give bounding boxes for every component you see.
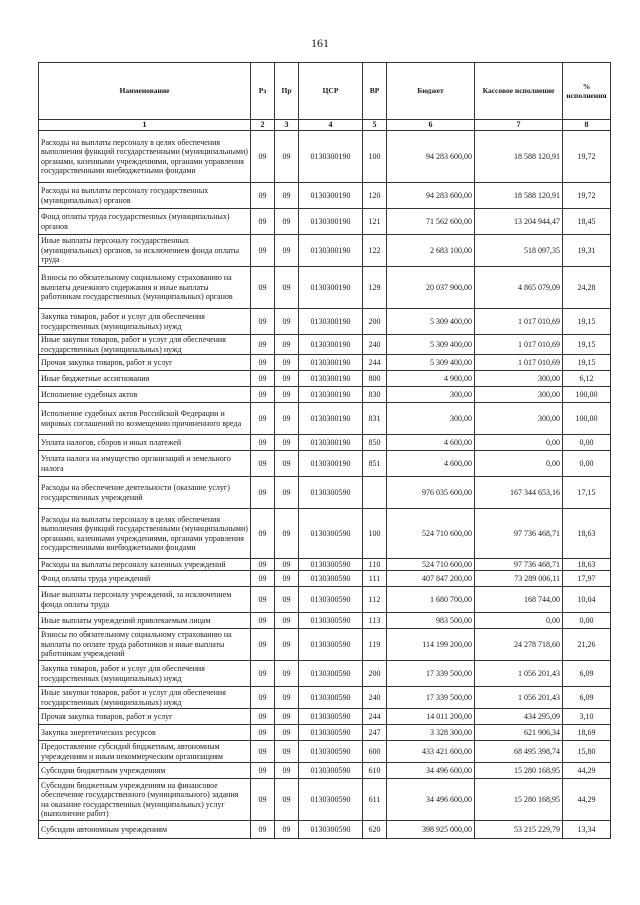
row-pr: 09 bbox=[275, 725, 299, 741]
row-budget: 407 847 200,00 bbox=[387, 571, 475, 587]
row-pct: 19,15 bbox=[563, 335, 611, 355]
row-rz: 09 bbox=[251, 355, 275, 371]
table-row bbox=[39, 403, 611, 435]
table-row bbox=[39, 709, 611, 725]
row-csr: 0130300190 bbox=[299, 371, 363, 387]
row-vr: 244 bbox=[363, 709, 387, 725]
table-row bbox=[39, 763, 611, 779]
row-name: Фонд оплаты труда учреждений bbox=[39, 571, 251, 587]
row-cash: 1 056 201,43 bbox=[475, 661, 563, 687]
row-rz: 09 bbox=[251, 183, 275, 209]
table-row bbox=[39, 587, 611, 613]
header-name: Наименование bbox=[39, 63, 251, 120]
row-csr: 0130300190 bbox=[299, 209, 363, 235]
row-name: Расходы на обеспечение деятельности (оказание услуг) государственных учреждений bbox=[39, 477, 251, 509]
table-row bbox=[39, 477, 611, 509]
column-number: 5 bbox=[363, 120, 387, 131]
row-cash: 434 295,09 bbox=[475, 709, 563, 725]
row-csr: 0130300590 bbox=[299, 779, 363, 821]
row-cash: 53 215 229,79 bbox=[475, 821, 563, 839]
row-budget: 4 600,00 bbox=[387, 435, 475, 451]
page-number: 161 bbox=[311, 36, 329, 50]
table-row bbox=[39, 629, 611, 661]
row-cash: 167 344 653,16 bbox=[475, 477, 563, 509]
row-rz: 09 bbox=[251, 559, 275, 571]
row-vr: 600 bbox=[363, 741, 387, 763]
row-vr: 831 bbox=[363, 403, 387, 435]
row-csr: 0130300590 bbox=[299, 571, 363, 587]
row-cash: 68 495 398,74 bbox=[475, 741, 563, 763]
column-number: 8 bbox=[563, 120, 611, 131]
row-name: Закупка товаров, работ и услуг для обеспечения государственных (муниципальных) нужд bbox=[39, 661, 251, 687]
row-budget: 34 496 600,00 bbox=[387, 779, 475, 821]
row-rz: 09 bbox=[251, 571, 275, 587]
row-rz: 09 bbox=[251, 613, 275, 629]
row-budget: 94 283 600,00 bbox=[387, 131, 475, 183]
row-pr: 09 bbox=[275, 451, 299, 477]
row-rz: 09 bbox=[251, 763, 275, 779]
row-vr: 240 bbox=[363, 335, 387, 355]
row-pct: 0,00 bbox=[563, 451, 611, 477]
row-vr: 200 bbox=[363, 661, 387, 687]
row-csr: 0130300190 bbox=[299, 309, 363, 335]
row-rz: 09 bbox=[251, 235, 275, 267]
row-vr: 129 bbox=[363, 267, 387, 309]
row-name: Субсидии бюджетным учреждениям bbox=[39, 763, 251, 779]
row-rz: 09 bbox=[251, 709, 275, 725]
row-cash: 518 097,35 bbox=[475, 235, 563, 267]
column-number-row bbox=[39, 120, 611, 131]
row-vr: 247 bbox=[363, 725, 387, 741]
table-row bbox=[39, 235, 611, 267]
row-budget: 433 421 600,00 bbox=[387, 741, 475, 763]
row-budget: 5 309 400,00 bbox=[387, 309, 475, 335]
row-vr: 119 bbox=[363, 629, 387, 661]
row-vr: 240 bbox=[363, 687, 387, 709]
row-budget: 1 680 700,00 bbox=[387, 587, 475, 613]
table-row bbox=[39, 509, 611, 559]
row-rz: 09 bbox=[251, 309, 275, 335]
row-cash: 15 280 168,95 bbox=[475, 779, 563, 821]
row-budget: 300,00 bbox=[387, 387, 475, 403]
row-pct: 44,29 bbox=[563, 763, 611, 779]
table-row bbox=[39, 131, 611, 183]
row-csr: 0130300190 bbox=[299, 403, 363, 435]
row-pct: 3,10 bbox=[563, 709, 611, 725]
row-pct: 0,00 bbox=[563, 613, 611, 629]
row-name: Субсидии бюджетным учреждениям на финансовое обеспечение государственного (муниципального) задания на оказание государственных (муниципальных) услуг (выполнение работ) bbox=[39, 779, 251, 821]
row-budget: 17 339 500,00 bbox=[387, 687, 475, 709]
row-budget: 94 283 600,00 bbox=[387, 183, 475, 209]
row-rz: 09 bbox=[251, 451, 275, 477]
table-row bbox=[39, 355, 611, 371]
row-pr: 09 bbox=[275, 709, 299, 725]
row-budget: 300,00 bbox=[387, 403, 475, 435]
row-name: Предоставление субсидий бюджетным, автономным учреждениям и иным некоммерческим организациям bbox=[39, 741, 251, 763]
table-row bbox=[39, 309, 611, 335]
row-cash: 4 865 079,09 bbox=[475, 267, 563, 309]
row-csr: 0130300590 bbox=[299, 559, 363, 571]
row-rz: 09 bbox=[251, 477, 275, 509]
row-name: Закупка товаров, работ и услуг для обеспечения государственных (муниципальных) нужд bbox=[39, 309, 251, 335]
row-pct: 6,12 bbox=[563, 371, 611, 387]
table-row bbox=[39, 267, 611, 309]
row-rz: 09 bbox=[251, 387, 275, 403]
row-pct: 15,80 bbox=[563, 741, 611, 763]
table-row bbox=[39, 209, 611, 235]
row-budget: 2 683 100,00 bbox=[387, 235, 475, 267]
table-row bbox=[39, 183, 611, 209]
row-rz: 09 bbox=[251, 741, 275, 763]
row-budget: 5 309 400,00 bbox=[387, 335, 475, 355]
row-cash: 0,00 bbox=[475, 435, 563, 451]
row-vr: 120 bbox=[363, 183, 387, 209]
row-vr: 611 bbox=[363, 779, 387, 821]
row-csr: 0130300590 bbox=[299, 477, 363, 509]
row-pr: 09 bbox=[275, 371, 299, 387]
row-pr: 09 bbox=[275, 661, 299, 687]
row-pct: 100,00 bbox=[563, 387, 611, 403]
header-rz: Рз bbox=[251, 63, 275, 120]
row-rz: 09 bbox=[251, 821, 275, 839]
row-budget: 524 710 600,00 bbox=[387, 509, 475, 559]
row-csr: 0130300590 bbox=[299, 821, 363, 839]
row-cash: 1 017 010,69 bbox=[475, 335, 563, 355]
column-number: 7 bbox=[475, 120, 563, 131]
row-vr: 851 bbox=[363, 451, 387, 477]
table-body bbox=[39, 131, 611, 839]
header-vr: ВР bbox=[363, 63, 387, 120]
row-pr: 09 bbox=[275, 763, 299, 779]
row-vr: 113 bbox=[363, 613, 387, 629]
row-pct: 18,63 bbox=[563, 509, 611, 559]
row-pr: 09 bbox=[275, 587, 299, 613]
row-csr: 0130300590 bbox=[299, 661, 363, 687]
row-csr: 0130300590 bbox=[299, 725, 363, 741]
row-cash: 13 204 944,47 bbox=[475, 209, 563, 235]
table-row bbox=[39, 613, 611, 629]
row-csr: 0130300190 bbox=[299, 435, 363, 451]
column-number: 4 bbox=[299, 120, 363, 131]
row-csr: 0130300590 bbox=[299, 629, 363, 661]
header-pct: % исполнения bbox=[563, 63, 611, 120]
row-rz: 09 bbox=[251, 371, 275, 387]
row-csr: 0130300590 bbox=[299, 709, 363, 725]
row-name: Уплата налогов, сборов и иных платежей bbox=[39, 435, 251, 451]
row-csr: 0130300590 bbox=[299, 613, 363, 629]
row-rz: 09 bbox=[251, 209, 275, 235]
row-rz: 09 bbox=[251, 629, 275, 661]
table-row bbox=[39, 335, 611, 355]
row-rz: 09 bbox=[251, 661, 275, 687]
row-name: Расходы на выплаты персоналу в целях обеспечения выполнения функций государственными (муниципальными) органами, казенными учреждениями, органами управления государственными внебюджетными фондами bbox=[39, 509, 251, 559]
row-name: Иные выплаты персоналу учреждений, за исключением фонда оплаты труда bbox=[39, 587, 251, 613]
row-vr: 610 bbox=[363, 763, 387, 779]
row-pr: 09 bbox=[275, 309, 299, 335]
row-pr: 09 bbox=[275, 435, 299, 451]
row-pr: 09 bbox=[275, 335, 299, 355]
row-pr: 09 bbox=[275, 209, 299, 235]
table-row bbox=[39, 661, 611, 687]
table-row bbox=[39, 571, 611, 587]
row-cash: 18 588 120,91 bbox=[475, 131, 563, 183]
row-pr: 09 bbox=[275, 355, 299, 371]
table-row bbox=[39, 451, 611, 477]
row-cash: 300,00 bbox=[475, 371, 563, 387]
row-rz: 09 bbox=[251, 403, 275, 435]
row-name: Прочая закупка товаров, работ и услуг bbox=[39, 709, 251, 725]
row-budget: 20 037 900,00 bbox=[387, 267, 475, 309]
row-pr: 09 bbox=[275, 509, 299, 559]
row-vr: 121 bbox=[363, 209, 387, 235]
row-pr: 09 bbox=[275, 477, 299, 509]
row-csr: 0130300190 bbox=[299, 387, 363, 403]
row-budget: 398 925 000,00 bbox=[387, 821, 475, 839]
row-name: Исполнение судебных актов Российской Федерации и мировых соглашений по возмещению причиненного вреда bbox=[39, 403, 251, 435]
row-budget: 983 500,00 bbox=[387, 613, 475, 629]
table-row bbox=[39, 435, 611, 451]
row-pr: 09 bbox=[275, 687, 299, 709]
row-pct: 13,34 bbox=[563, 821, 611, 839]
row-name: Иные выплаты персоналу государственных (муниципальных) органов, за исключением фонда оплаты труда bbox=[39, 235, 251, 267]
row-rz: 09 bbox=[251, 779, 275, 821]
row-budget: 114 199 200,00 bbox=[387, 629, 475, 661]
row-csr: 0130300190 bbox=[299, 131, 363, 183]
row-vr: 830 bbox=[363, 387, 387, 403]
row-rz: 09 bbox=[251, 131, 275, 183]
row-pr: 09 bbox=[275, 403, 299, 435]
row-name: Расходы на выплаты персоналу государственных (муниципальных) органов bbox=[39, 183, 251, 209]
row-vr: 112 bbox=[363, 587, 387, 613]
row-vr: 244 bbox=[363, 355, 387, 371]
column-number: 6 bbox=[387, 120, 475, 131]
row-name: Расходы на выплаты персоналу казенных учреждений bbox=[39, 559, 251, 571]
row-rz: 09 bbox=[251, 267, 275, 309]
row-name: Фонд оплаты труда государственных (муниципальных) органов bbox=[39, 209, 251, 235]
row-cash: 300,00 bbox=[475, 387, 563, 403]
row-vr bbox=[363, 477, 387, 509]
row-name: Иные закупки товаров, работ и услуг для обеспечения государственных (муниципальных) нужд bbox=[39, 687, 251, 709]
row-pr: 09 bbox=[275, 571, 299, 587]
row-cash: 97 736 468,71 bbox=[475, 509, 563, 559]
row-name: Иные бюджетные ассигнования bbox=[39, 371, 251, 387]
row-budget: 4 600,00 bbox=[387, 451, 475, 477]
row-pct: 19,15 bbox=[563, 309, 611, 335]
row-pct: 18,69 bbox=[563, 725, 611, 741]
row-pr: 09 bbox=[275, 235, 299, 267]
row-pct: 19,72 bbox=[563, 131, 611, 183]
table-row bbox=[39, 387, 611, 403]
row-budget: 14 011 200,00 bbox=[387, 709, 475, 725]
row-budget: 34 496 600,00 bbox=[387, 763, 475, 779]
row-pr: 09 bbox=[275, 779, 299, 821]
row-pct: 6,09 bbox=[563, 661, 611, 687]
row-csr: 0130300190 bbox=[299, 335, 363, 355]
row-vr: 100 bbox=[363, 131, 387, 183]
row-budget: 524 710 600,00 bbox=[387, 559, 475, 571]
row-cash: 0,00 bbox=[475, 613, 563, 629]
row-vr: 850 bbox=[363, 435, 387, 451]
row-pct: 19,15 bbox=[563, 355, 611, 371]
row-cash: 0,00 bbox=[475, 451, 563, 477]
row-csr: 0130300190 bbox=[299, 267, 363, 309]
row-cash: 1 017 010,69 bbox=[475, 309, 563, 335]
row-csr: 0130300590 bbox=[299, 587, 363, 613]
row-rz: 09 bbox=[251, 725, 275, 741]
row-pct: 10,04 bbox=[563, 587, 611, 613]
row-csr: 0130300590 bbox=[299, 509, 363, 559]
row-vr: 122 bbox=[363, 235, 387, 267]
row-vr: 100 bbox=[363, 509, 387, 559]
row-rz: 09 bbox=[251, 587, 275, 613]
row-pct: 0,00 bbox=[563, 435, 611, 451]
row-budget: 71 562 600,00 bbox=[387, 209, 475, 235]
row-cash: 24 278 718,60 bbox=[475, 629, 563, 661]
row-cash: 168 744,00 bbox=[475, 587, 563, 613]
row-name: Уплата налога на имущество организаций и земельного налога bbox=[39, 451, 251, 477]
row-cash: 300,00 bbox=[475, 403, 563, 435]
row-cash: 1 056 201,43 bbox=[475, 687, 563, 709]
row-pr: 09 bbox=[275, 741, 299, 763]
row-vr: 800 bbox=[363, 371, 387, 387]
row-name: Субсидии автономным учреждениям bbox=[39, 821, 251, 839]
row-vr: 111 bbox=[363, 571, 387, 587]
row-name: Прочая закупка товаров, работ и услуг bbox=[39, 355, 251, 371]
row-rz: 09 bbox=[251, 509, 275, 559]
table-row bbox=[39, 741, 611, 763]
header-cash: Кассовое исполнение bbox=[475, 63, 563, 120]
row-pr: 09 bbox=[275, 131, 299, 183]
row-csr: 0130300190 bbox=[299, 355, 363, 371]
column-number: 2 bbox=[251, 120, 275, 131]
table-row bbox=[39, 725, 611, 741]
table-row bbox=[39, 371, 611, 387]
row-pr: 09 bbox=[275, 387, 299, 403]
row-budget: 5 309 400,00 bbox=[387, 355, 475, 371]
row-pct: 19,72 bbox=[563, 183, 611, 209]
row-cash: 1 017 010,69 bbox=[475, 355, 563, 371]
header-row bbox=[39, 63, 611, 120]
row-name: Взносы по обязательному социальному страхованию на выплаты по оплате труда работников и иные выплаты работникам учреждений bbox=[39, 629, 251, 661]
row-name: Закупка энергетических ресурсов bbox=[39, 725, 251, 741]
row-pr: 09 bbox=[275, 559, 299, 571]
row-name: Исполнение судебных актов bbox=[39, 387, 251, 403]
table-row bbox=[39, 559, 611, 571]
row-csr: 0130300190 bbox=[299, 183, 363, 209]
row-csr: 0130300590 bbox=[299, 687, 363, 709]
row-budget: 976 035 600,00 bbox=[387, 477, 475, 509]
row-cash: 621 906,34 bbox=[475, 725, 563, 741]
row-pct: 44,29 bbox=[563, 779, 611, 821]
row-cash: 73 289 006,11 bbox=[475, 571, 563, 587]
row-vr: 620 bbox=[363, 821, 387, 839]
row-csr: 0130300190 bbox=[299, 235, 363, 267]
table-row bbox=[39, 779, 611, 821]
row-pct: 17,97 bbox=[563, 571, 611, 587]
column-number: 3 bbox=[275, 120, 299, 131]
row-csr: 0130300190 bbox=[299, 451, 363, 477]
row-name: Расходы на выплаты персоналу в целях обеспечения выполнения функций государственными (муниципальными) органами, казенными учреждениями, органами управления государственными внебюджетными фондами bbox=[39, 131, 251, 183]
row-budget: 3 328 300,00 bbox=[387, 725, 475, 741]
table-row bbox=[39, 821, 611, 839]
row-pct: 18,63 bbox=[563, 559, 611, 571]
row-rz: 09 bbox=[251, 335, 275, 355]
budget-execution-table bbox=[38, 62, 611, 839]
row-pct: 18,45 bbox=[563, 209, 611, 235]
row-budget: 17 339 500,00 bbox=[387, 661, 475, 687]
table-row bbox=[39, 687, 611, 709]
row-name: Иные выплаты учреждений привлекаемым лицам bbox=[39, 613, 251, 629]
row-pr: 09 bbox=[275, 613, 299, 629]
row-pct: 100,00 bbox=[563, 403, 611, 435]
row-pct: 21,26 bbox=[563, 629, 611, 661]
row-name: Взносы по обязательному социальному страхованию на выплаты денежного содержания и иные выплаты работникам государственных (муниципальных) органов bbox=[39, 267, 251, 309]
row-cash: 97 736 468,71 bbox=[475, 559, 563, 571]
row-cash: 18 588 120,91 bbox=[475, 183, 563, 209]
row-name: Иные закупки товаров, работ и услуг для обеспечения государственных (муниципальных) нужд bbox=[39, 335, 251, 355]
row-pct: 6,09 bbox=[563, 687, 611, 709]
row-pr: 09 bbox=[275, 267, 299, 309]
row-rz: 09 bbox=[251, 435, 275, 451]
row-vr: 110 bbox=[363, 559, 387, 571]
row-pr: 09 bbox=[275, 629, 299, 661]
header-pr: Пр bbox=[275, 63, 299, 120]
row-vr: 200 bbox=[363, 309, 387, 335]
row-pr: 09 bbox=[275, 821, 299, 839]
row-csr: 0130300590 bbox=[299, 741, 363, 763]
row-pr: 09 bbox=[275, 183, 299, 209]
row-pct: 17,15 bbox=[563, 477, 611, 509]
row-pct: 19,31 bbox=[563, 235, 611, 267]
row-rz: 09 bbox=[251, 687, 275, 709]
column-number: 1 bbox=[39, 120, 251, 131]
row-budget: 4 900,00 bbox=[387, 371, 475, 387]
header-budget: Бюджет bbox=[387, 63, 475, 120]
header-csr: ЦСР bbox=[299, 63, 363, 120]
row-csr: 0130300590 bbox=[299, 763, 363, 779]
row-pct: 24,28 bbox=[563, 267, 611, 309]
row-cash: 15 280 168,95 bbox=[475, 763, 563, 779]
